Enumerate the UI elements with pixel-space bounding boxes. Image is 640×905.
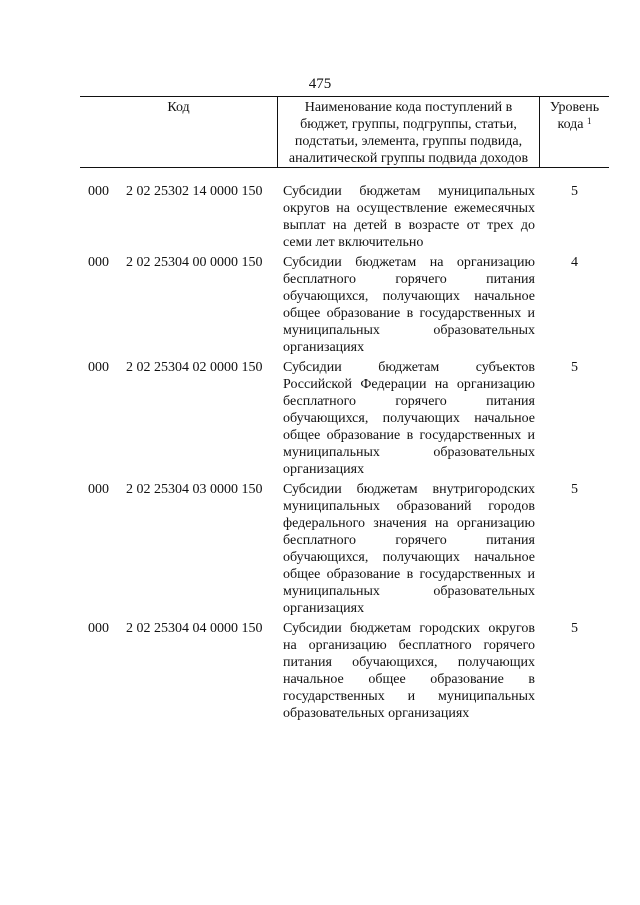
table-row bbox=[80, 356, 609, 478]
page-number: 475 bbox=[308, 76, 332, 92]
header-code: Код bbox=[80, 97, 278, 167]
row-code: 2 02 25304 03 0000 150 bbox=[126, 482, 263, 497]
header-name-line: бюджет, группы, подгруппы, статьи, bbox=[300, 117, 517, 132]
table-row bbox=[80, 617, 609, 722]
footnote-marker: 1 bbox=[587, 116, 592, 126]
row-prefix: 000 bbox=[88, 482, 109, 497]
row-level: 5 bbox=[571, 482, 578, 497]
row-level: 5 bbox=[571, 184, 578, 199]
header-name-line: подстатьи, элемента, группы подвида, bbox=[294, 134, 523, 149]
row-name: Субсидии бюджетам внутригородских муниципальных образований городов федерального значения на организацию бесплатного горячего питания обучающихся, получающих начальное общее образование в государственных и муниципальных образовательных организациях bbox=[283, 482, 535, 616]
header-name-line: Наименование кода поступлений в bbox=[304, 100, 513, 115]
row-name: Субсидии бюджетам на организацию бесплатного горячего питания обучающихся, получающих начальное общее образование в государственных и муниципальных образовательных организациях bbox=[283, 255, 535, 355]
row-prefix: 000 bbox=[88, 621, 109, 636]
row-name: Субсидии бюджетам муниципальных округов на осуществление ежемесячных выплат на детей в возрасте от трех до семи лет включительно bbox=[283, 184, 535, 250]
row-level: 5 bbox=[571, 360, 578, 375]
table-header bbox=[80, 96, 609, 168]
table-body bbox=[80, 180, 609, 722]
table-row bbox=[80, 251, 609, 356]
header-level-line1: Уровень bbox=[549, 100, 600, 115]
row-code: 2 02 25304 02 0000 150 bbox=[126, 360, 263, 375]
row-prefix: 000 bbox=[88, 184, 109, 199]
row-code: 2 02 25304 04 0000 150 bbox=[126, 621, 263, 636]
table-row bbox=[80, 180, 609, 251]
row-name: Субсидии бюджетам городских округов на организацию бесплатного горячего питания обучающихся, получающих начальное общее образование в государственных и муниципальных образовательных организациях bbox=[283, 621, 535, 721]
row-code: 2 02 25304 00 0000 150 bbox=[126, 255, 263, 270]
row-code: 2 02 25302 14 0000 150 bbox=[126, 184, 263, 199]
row-level: 4 bbox=[571, 255, 578, 270]
header-name bbox=[278, 97, 540, 167]
row-name: Субсидии бюджетам субъектов Российской Федерации на организацию бесплатного горячего питания обучающихся, получающих начальное общее образование в государственных и муниципальных образовательных организациях bbox=[283, 360, 535, 477]
row-prefix: 000 bbox=[88, 360, 109, 375]
header-name-line: аналитической группы подвида доходов bbox=[288, 151, 529, 166]
table-row bbox=[80, 478, 609, 617]
header-level-word: кода bbox=[557, 117, 584, 132]
row-level: 5 bbox=[571, 621, 578, 636]
header-level-line2 bbox=[540, 116, 609, 133]
header-level bbox=[540, 97, 609, 167]
row-prefix: 000 bbox=[88, 255, 109, 270]
